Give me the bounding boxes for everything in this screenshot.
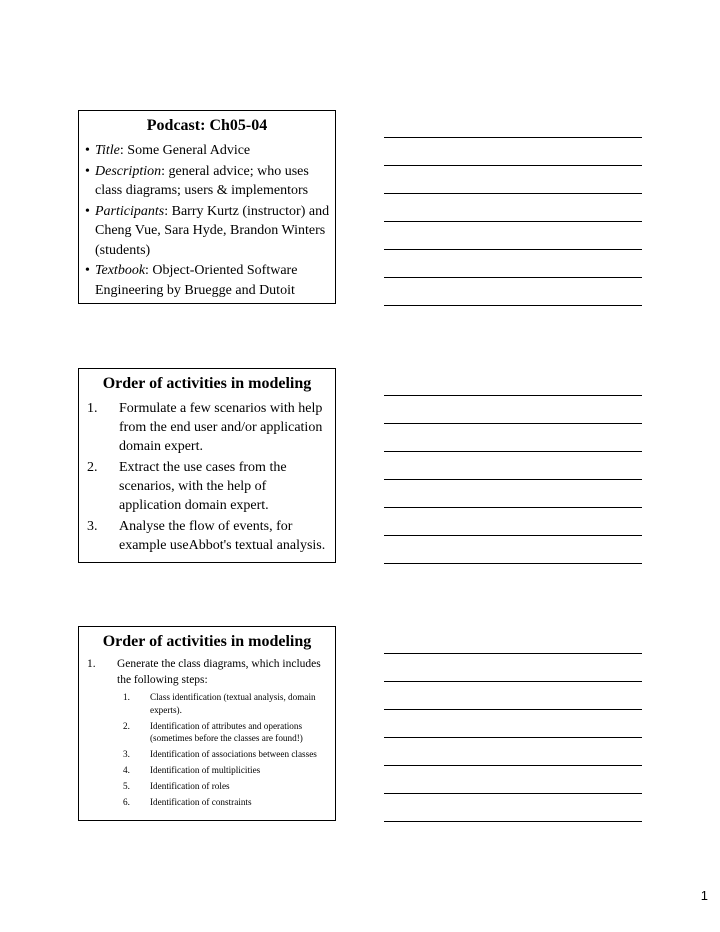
bullet-icon: • [85, 203, 90, 219]
list-item [87, 657, 329, 688]
bullet-icon: • [85, 163, 90, 179]
sub-list [79, 691, 335, 809]
sub-item [123, 780, 335, 793]
note-line [384, 535, 642, 536]
slide-title: Podcast: Ch05-04 [146, 117, 268, 134]
bullet-text: : Some General Advice [119, 143, 251, 158]
note-line [384, 395, 642, 396]
sub-item-text: Identification of attributes and operations (sometimes before the classes are found!) [150, 720, 303, 743]
slide-1 [78, 110, 336, 304]
sub-item-text: Identification of multiplicities [150, 765, 261, 775]
sub-item-number: 6. [123, 797, 130, 807]
item-number: 2. [87, 460, 98, 475]
slide-title: Order of activities in modeling [102, 375, 312, 392]
item-text: Extract the use cases from the scenarios, with the help of application domain expert. [119, 460, 287, 513]
note-line [384, 165, 642, 166]
slide-2 [78, 368, 336, 563]
note-line [384, 193, 642, 194]
bullet-item [85, 261, 331, 300]
note-line [384, 305, 642, 306]
bullet-text: : Object-Oriented Software Engineering by Bruegge and Dutoit [95, 263, 298, 298]
numbered-list [79, 657, 335, 688]
note-line [384, 507, 642, 508]
sub-item-text: Class identification (textual analysis, domain experts). [150, 692, 316, 715]
bullet-item [85, 141, 331, 161]
slide-3 [78, 626, 336, 821]
item-number: 3. [87, 519, 98, 534]
sub-item [123, 796, 335, 809]
bullet-list [79, 141, 335, 300]
item-text: Generate the class diagrams, which includes the following steps: [117, 658, 321, 686]
bullet-label: Description [95, 163, 162, 179]
note-line [384, 793, 642, 794]
sub-item-number: 4. [123, 765, 130, 775]
note-line [384, 765, 642, 766]
bullet-text: : Barry Kurtz (instructor) and Cheng Vue, Sara Hyde, Brandon Winters (students) [95, 203, 330, 258]
sub-item-number: 3. [123, 749, 130, 759]
note-line [384, 137, 642, 138]
bullet-label: Participants [95, 203, 165, 219]
bullet-item [85, 202, 331, 261]
bullet-icon: • [85, 143, 90, 158]
item-number: 1. [87, 401, 98, 416]
slide-title: Order of activities in modeling [102, 633, 312, 650]
note-line [384, 277, 642, 278]
bullet-label: Textbook [95, 263, 146, 278]
item-text: Formulate a few scenarios with help from the end user and/or application domain expert. [119, 401, 323, 454]
sub-item-text: Identification of associations between classes [150, 749, 317, 759]
sub-item [123, 720, 335, 745]
note-line [384, 709, 642, 710]
sub-item-text: Identification of constraints [150, 797, 252, 807]
sub-item [123, 748, 335, 761]
bullet-item [85, 162, 331, 201]
sub-item-number: 2. [123, 720, 130, 731]
item-text: Analyse the flow of events, for example useAbbot's textual analysis. [119, 519, 326, 553]
sub-item [123, 691, 335, 716]
note-line [384, 563, 642, 564]
bullet-icon: • [85, 263, 90, 278]
bullet-label: Title [95, 143, 120, 158]
note-line [384, 681, 642, 682]
note-line [384, 737, 642, 738]
note-line [384, 451, 642, 452]
note-line [384, 423, 642, 424]
list-item [87, 399, 329, 456]
note-line [384, 479, 642, 480]
sub-item-number: 5. [123, 781, 130, 791]
page-number: 1 [700, 888, 708, 903]
numbered-list [79, 399, 335, 555]
note-line [384, 249, 642, 250]
sub-item [123, 764, 335, 777]
note-line [384, 221, 642, 222]
sub-item-number: 1. [123, 692, 130, 702]
list-item [87, 458, 329, 515]
note-line [384, 821, 642, 822]
sub-item-text: Identification of roles [150, 781, 230, 791]
list-item [87, 517, 329, 555]
note-line [384, 653, 642, 654]
item-number: 1. [87, 658, 96, 670]
bullet-text: : general advice; who uses class diagrams; users & implementors [95, 163, 309, 198]
